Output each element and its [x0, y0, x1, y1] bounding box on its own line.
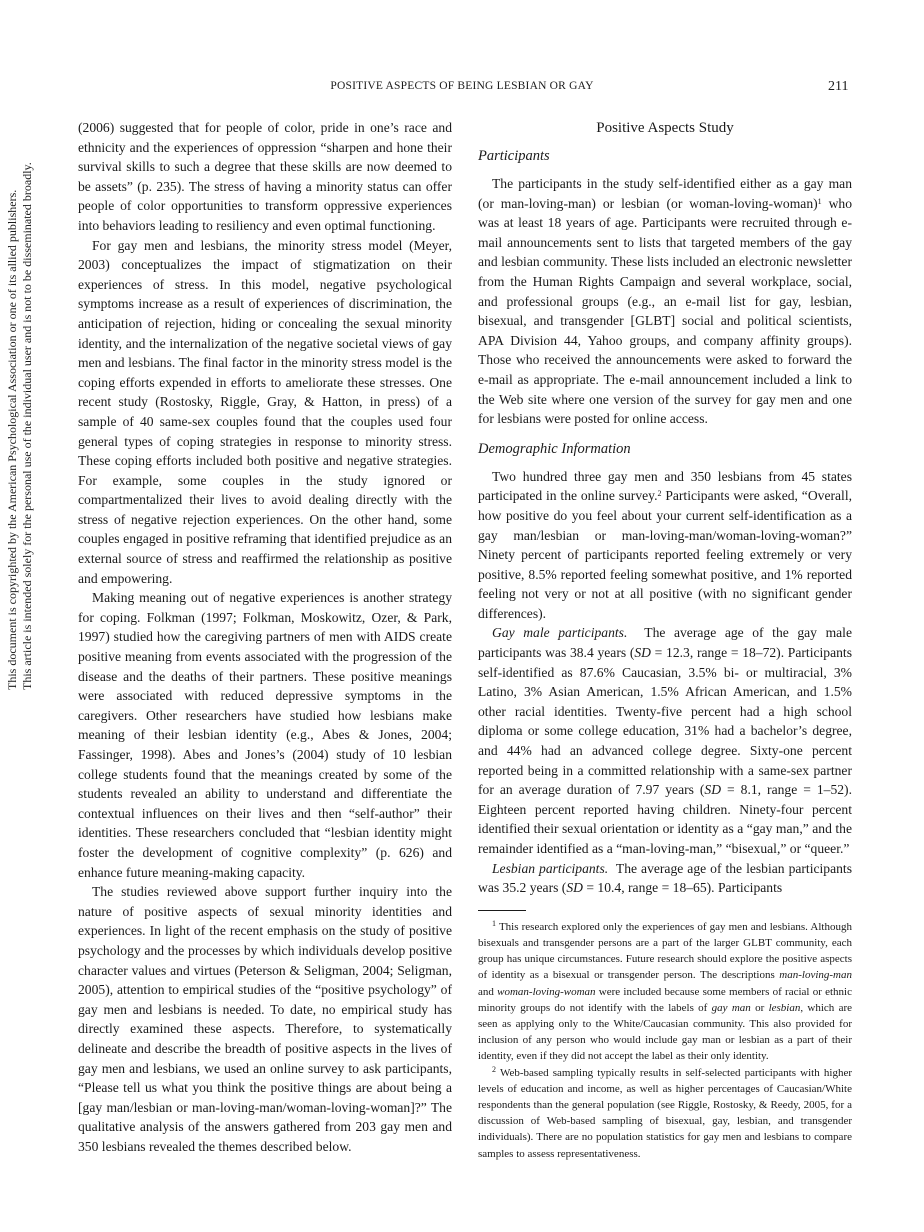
page-number: 211 — [828, 79, 849, 94]
body-paragraph-minority-stress: For gay men and lesbians, the minority stress model (Meyer, 2003) conceptualizes the impact of stigmatization on their experiences of stress. In this model, negative psychological symptoms increase as a result of experiences of discrimination, the anticipation of rejection, hiding or concealing the sexual minority identity, and the internalization of the negative societal views of gay men and lesbians. The final factor in the minority stress model is the coping efforts expended in efforts to ameliorate these stresses. One recent study (Rostosky, Riggle, Gray, & Hatton, in press) of a sample of 40 same-sex couples found that the couples used four general types of coping strategies in response to minority stress. These coping efforts included both positive and negative strategies. For example, some couples in the study ignored or compartmentalized their lives to avoid dealing directly with the stress of negative rejection experiences. On the other hand, some couples engaged in positive reframing that identified prejudice as an external source of stress and reaffirmed the relationship as positive and empowering. — [78, 237, 452, 586]
section-title: Positive Aspects Study — [596, 120, 734, 136]
body-paragraph-meaning-making: Making meaning out of negative experiences is another strategy for coping. Folkman (1997; Folkman, Moskowitz, Ozer, & Park, 1997) studied how the caregiving partners of men with AIDS create positive meaning from events associated with the progression of the disease and the deaths of their partners. These positive meanings were associated with reduced depressive symptoms in the caregivers. Other researchers have studied how lesbians make meaning of their lesbian identity (e.g., Abes & Jones, 2004; Fassinger, 1998). Abes and Jones’s (2004) study of 10 lesbian college students found that the meanings created by some of the students revealed an ability to understand and differentiate the contextual influences on their lives and then “self-author” their identities. These researchers concluded that “lesbian identity might foster the development of cognitive complexity” (p. 626) and enhance future meaning-making capacity. — [78, 590, 452, 880]
lesbian-runin-heading: Lesbian participants. — [492, 860, 609, 876]
footnote-2: $^2$ Web-based sampling typically results in self-selected participants with higher levels of education and income, as well as higher percentages of Caucasian/White respondents than the general population (see Riggle, Rostosky, & Reedy, 2005, for a discussion of Web-based sampling of bisexual, gay, lesbian, and transgender individuals). There are no population statistics for gay men and lesbians to compare samples to assess representativeness. — [478, 1064, 852, 1160]
left-column — [78, 118, 452, 1156]
demographic-heading: Demographic Information — [478, 440, 631, 457]
lesbian-participants-paragraph: Lesbian participants. The average age of the lesbian participants was 35.2 years (SD = 10.4, range = 18–65). Participants — [478, 860, 852, 896]
body-paragraph-studies-reviewed: The studies reviewed above support further inquiry into the nature of positive aspects of sexual minority identities and experiences. In light of the recent emphasis on the study of positive psychology and the processes by which individuals develop positive character values and virtues (Peterson & Seligman, 2004; Seligman, 2005), attention to empirical studies of the “positive psychology” of gay men and lesbians is needed. To date, no empirical study has directly examined these aspects. Therefore, to systematically delineate and describe the breadth of positive aspects in the lives of gay men and lesbians, we used an online survey to ask participants, “Please tell us what you think the positive things are about being a [gay man/lesbian or man-loving-man/woman-loving-woman]?” The qualitative analysis of the answers gathered from 203 gay men and 350 lesbians revealed the themes described below. — [78, 884, 452, 1154]
running-head: POSITIVE ASPECTS OF BEING LESBIAN OR GAY — [330, 80, 594, 92]
gay-male-runin-heading: Gay male participants. — [492, 625, 628, 641]
copyright-notice-line-2: This article is intended solely for the personal use of the individual user and is not to be disseminated broadly. — [20, 162, 34, 690]
body-paragraph-1: (2006) suggested that for people of color, pride in one’s race and ethnicity and the experiences of oppression “sharpen and hone their survival skills to such a degree that these skills are now deemed to be assets” (p. 235). The stress of having a minority status can offer people of color opportunities to transform oppressive experiences into behaviors leading to resiliency and even optimal functioning. — [78, 120, 452, 233]
participants-paragraph: The participants in the study self-identified either as a gay man (or man-loving-man) or lesbian (or woman-loving-woman)$^1$ who was at least 18 years of age. Participants were recruited through e-mail announcements sent to lists that targeted members of the gay and lesbian community. These lists included an electronic newsletter from the Human Rights Campaign and several workplace, social, and professional groups (e.g., an e-mail list for gay, lesbian, bisexual, and transgender [GLBT] social and political scientists, APA Division 44, Yahoo groups, and company affinity groups). Those who received the announcements were asked to forward the e-mail as appropriate. The e-mail announcement included a link to the Web site where one version of the survey for gay men and one for lesbians were posted for online access. — [478, 176, 852, 427]
footnote-1: $^1$ This research explored only the experiences of gay men and lesbians. Although bisexuals and transgender persons are a part of the larger GLBT community, each group has unique circumstances. Future research should explore the positive aspects of identity as a bisexual or transgender person. The descriptions man-loving-man and woman-loving-woman were included because some members of racial or ethnic minority groups do not identify with the labels of gay man or lesbian, which are seen as applying only to the White/Caucasian community. This also provided for inclusion of any person who would include gay man or lesbian as a part of their identity, even if they did not accept the label as their only identity. — [478, 918, 853, 1063]
right-column — [478, 118, 852, 1162]
gay-male-participants-paragraph: Gay male participants. The average age of the gay male participants was 38.4 years (SD = 12.3, range = 18–72). Participants self-identified as 87.6% Caucasian, 3.5% bi- or multiracial, 3% Latino, 3% Asian American, 1.5% African American, and 1.5% other racial identities. Twenty-five percent had a high school diploma or some college education, 31% had a bachelor’s degree, and 44% had an advanced college degree. Sixty-one percent reported being in a committed relationship with a same-sex partner for an average duration of 7.97 years (SD = 8.1, range = 1–52). Eighteen percent reported having children. Ninety-four percent identified their sexual orientation or identity as a “gay man,” and the remainder identified as a “man-loving-man,” “bisexual,” or “queer.” — [478, 625, 852, 856]
footnote-ref-2[interactable]: 2 — [657, 489, 662, 499]
copyright-notice — [5, 40, 35, 690]
demographic-paragraph: Two hundred three gay men and 350 lesbians from 45 states participated in the online survey.$^2$ Participants were asked, “Overall, how positive do you feel about your current self-identification as a gay man/lesbian or man-loving-man/woman-loving-woman?” Ninety percent of participants reported feeling extremely or very positive, 8.5% reported feeling somewhat positive, and 1% reported feeling not very or not at all positive (with no significant gender differences). — [478, 468, 852, 621]
footnote-divider — [478, 910, 526, 911]
footnote-ref-1[interactable]: 1 — [817, 196, 822, 206]
participants-heading: Participants — [478, 148, 550, 164]
copyright-notice-line-1: This document is copyrighted by the American Psychological Association or one of its allied publishers. — [5, 189, 19, 690]
